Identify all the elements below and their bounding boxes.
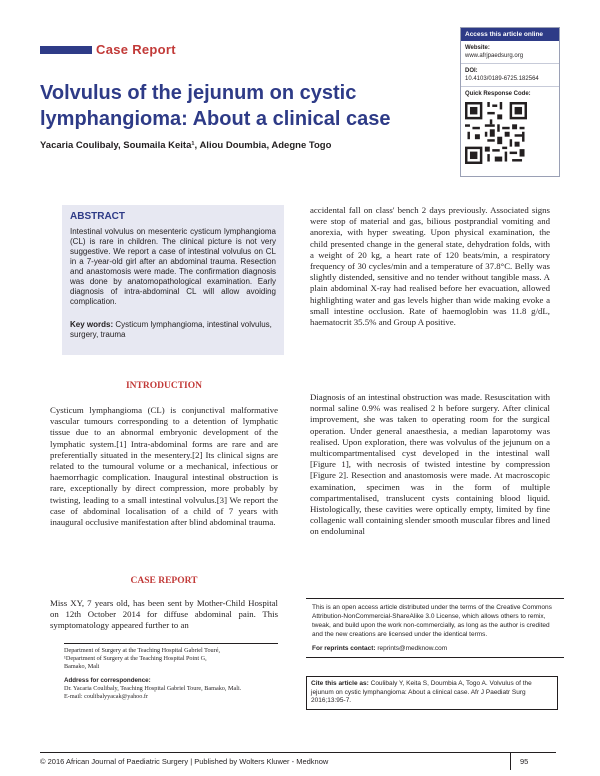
open-access-text: This is an open access article distributed under the terms of the Creative Commons Attribution-NonCommercial-ShareAlike 3.0 License, which allows others to remix, tweak, and build upon the work non-commercially, as long as the author is credited and the new creations are licensed under the identical terms. (312, 604, 552, 638)
abstract-keywords (70, 320, 276, 340)
article-title: Volvulus of the jejunum on cystic lymphangioma: About a clinical case (40, 82, 391, 130)
introduction-heading: INTRODUCTION (125, 381, 202, 391)
qr-label: Quick Response Code: (465, 91, 531, 97)
footer-divider (40, 752, 556, 753)
keywords-text: Cysticum lymphangioma, intestinal volvulus, surgery, trauma (70, 320, 272, 339)
affiliations-block (64, 647, 278, 701)
keywords-label: Key words: (70, 320, 114, 329)
author-list: Yacaria Coulibaly, Soumaila Keita¹, Aliou Doumbia, Adegne Togo (40, 140, 332, 151)
doi-value[interactable]: 10.4103/0189-6725.182564 (465, 76, 539, 82)
doi-section (461, 64, 559, 87)
case-report-text-right-2: Diagnosis of an intestinal obstruction was made. Resuscitation with normal saline 0.9% was realised 2 h before surgery. After clinical improvement, she was taken to operating room for the surgical operation. Under general anaesthesia, a median laparotomy was realised. Upon exploration, there was volvulus of the jejunum on a multicompartmentalised cyst developed in the intestinal wall [Figure 1], with necrosis of twisted intestine by compression [Figure 2]. Resection and anastomosis were made. At macroscopic examination, specimen was in the form of multiple compartmentalised, translucent cysts containing blood liquid. Histologically, these cavities were optically empty, limited by fine collagenic wall containing slender smooth muscular fibres and lined on endoluminal (310, 392, 550, 537)
section-label: Case Report (96, 42, 176, 57)
introduction-text: Cysticum lymphangioma (CL) is conjunctival malformative vascular tumours corresponding to a detention of lymphatic tissue due to an abnormal embryonic development of the lymphatic system.[1] Intra-abdominal forms are rare and are preferentially situated in the mesentery.[2] Its clinical signs are related to the tumoural volume or a mechanical, infectious or haemorrhagic complication. Inaugural intestinal obstruction is rare, exceptionally by direct compression, more probably by twisting, leading to a small intestinal volvulus.[3] We report the case of abdominal localisation of a child of 7 years with inaugural occlusive manifestation after blind abdominal trauma. (50, 405, 278, 528)
case-report-text-right-1: accidental fall on class' bench 2 days previously. Associated signs were stop of material and gas, bilious postprandial vomiting and anorexia, with hyper sweating. Upon physical examination, the child presented change in the general state, dehydration folds, with a weight of 20 kg, a heart rate of 120 beats/min, a respiratory frequency of 30 cycles/min and a temperature of 37.8°C. Belly was slightly distended, sensitive and no tender without tangible mass. A plain abdominal X-ray had realised before her evacuation, allowed highlighting water and gas levels higher than wide making evoke a small intestine occlusion. Rate of haemoglobin was 11.8 g/dL, haematocrit 35.5% and Group A positive. (310, 205, 550, 328)
abstract-text: Intestinal volvulus on mesenteric cysticum lymphangioma (CL) is rare in children. The clinical picture is not very suggestive. We report a case of intestinal volvulus on CL in a 7-year-old girl after an abdominal trauma. Resection and anastomosis were made. The confirmation diagnosis was done by anatomopathological examination. Early diagnosis of intra-abdominal CL will allow avoiding complication. (70, 227, 276, 306)
reprints-email[interactable]: reprints@medknow.com (377, 645, 448, 652)
citation-label: Cite this article as: (311, 680, 369, 687)
abstract-box (62, 205, 284, 355)
affiliation-line: Department of Surgery at the Teaching Hospital Gabriel Touré, (64, 647, 221, 654)
reprints-label: For reprints contact: (312, 645, 376, 652)
qr-code-icon (465, 102, 527, 164)
page-number-divider (510, 752, 511, 770)
case-report-heading: CASE REPORT (130, 576, 198, 586)
reprints-line (312, 644, 560, 653)
case-report-text-left: Miss XY, 7 years old, has been sent by Mother-Child Hospital on 12th October 2014 for diffuse abdominal pain. This symptomatology appeared further to an (50, 598, 278, 631)
correspondence-address: Dr. Yacaria Coulibaly, Teaching Hospital Gabriel Toure, Bamako, Mali. (64, 684, 242, 692)
correspondence-email[interactable]: E-mail: coulibalyyacak@yahoo.fr (64, 693, 149, 701)
abstract-heading: ABSTRACT (70, 211, 125, 222)
qr-section (461, 87, 559, 176)
open-access-box (306, 598, 564, 658)
page-number: 95 (520, 757, 529, 766)
website-link[interactable]: www.afrjpaedsurg.org (465, 53, 524, 59)
article-access-box (460, 27, 560, 177)
affiliation-divider (64, 643, 278, 644)
citation-text: Coulibaly Y, Keita S, Doumbia A, Togo A. Volvulus of the jejunum on cystic lymphangioma: About a clinical case. Afr J Paediatr Surg 2016;13:95-7. (311, 680, 532, 704)
access-box-heading: Access this article online (461, 28, 559, 41)
website-label: Website: (465, 45, 490, 51)
affiliation-line: ¹Department of Surgery at the Teaching Hospital Point G, (64, 655, 207, 663)
website-section (461, 41, 559, 64)
doi-label: DOI: (465, 68, 478, 74)
footer-copyright: © 2016 African Journal of Paediatric Surgery | Published by Wolters Kluwer - Medknow (40, 757, 329, 766)
affiliation-line: Bamako, Mali (64, 663, 100, 671)
citation-box (306, 676, 558, 710)
section-color-bar (40, 46, 92, 54)
correspondence-label: Address for correspondence: (64, 676, 151, 684)
